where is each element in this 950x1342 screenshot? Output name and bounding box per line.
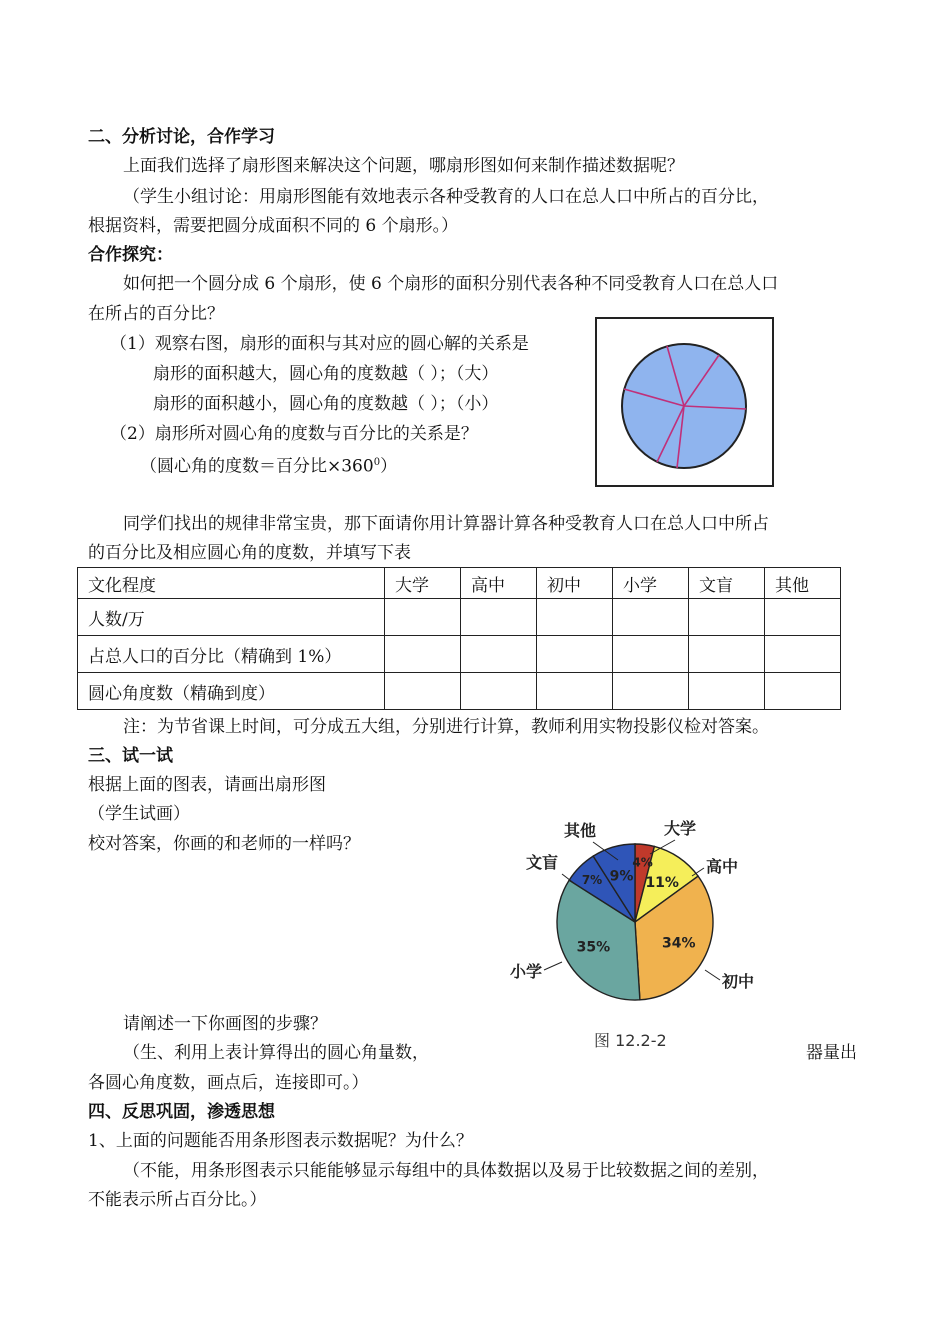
- table-cell[interactable]: [461, 599, 537, 636]
- table-row-label: 圆心角度数（精确到度）: [78, 673, 385, 710]
- table-header-row: [78, 568, 841, 599]
- paragraph: 各圆心角度数，画点后，连接即可。）: [88, 1073, 369, 1093]
- category-label: 文盲: [526, 853, 559, 872]
- table-cell[interactable]: [461, 673, 537, 710]
- table-row-label: 占总人口的百分比（精确到 1%）: [78, 636, 385, 673]
- paragraph: （生、利用上表计算得出的圆心角量数，: [123, 1043, 429, 1063]
- table-cell[interactable]: [613, 599, 689, 636]
- paragraph: 不能表示所占百分比。）: [88, 1190, 267, 1210]
- table-header-cell: 高中: [461, 568, 537, 599]
- paragraph: 在所占的百分比？: [88, 304, 224, 324]
- table-cell[interactable]: [537, 599, 613, 636]
- table-header-cell: 大学: [385, 568, 461, 599]
- circle-sector-svg: [597, 319, 772, 485]
- question-1: （1）观察右图，扇形的面积与其对应的圆心解的关系是: [110, 334, 529, 354]
- paragraph: 如何把一个圆分成 6 个扇形，使 6 个扇形的面积分别代表各种不同受教育人口在总人口: [123, 274, 779, 294]
- table-cell[interactable]: [385, 673, 461, 710]
- table-cell[interactable]: [537, 636, 613, 673]
- leader-line: [705, 970, 720, 980]
- paragraph: 的百分比及相应圆心角的度数，并填写下表: [88, 543, 411, 563]
- category-label: 大学: [664, 819, 697, 838]
- category-label: 小学: [510, 962, 543, 981]
- question-1-b: 扇形的面积越小，圆心角的度数越（ ）；（小）: [153, 394, 499, 414]
- paragraph: 根据资料，需要把圆分成面积不同的 6 个扇形。）: [88, 216, 459, 236]
- table-header-cell: 其他: [765, 568, 841, 599]
- chart-caption: 图 12.2-2: [594, 1031, 667, 1050]
- section-3-heading: 三、试一试: [88, 746, 173, 766]
- table-cell[interactable]: [689, 673, 765, 710]
- table-cell[interactable]: [765, 673, 841, 710]
- slice-percent-label: 7%: [581, 873, 603, 887]
- table-header-cell: 文盲: [689, 568, 765, 599]
- table-cell[interactable]: [689, 636, 765, 673]
- table-cell[interactable]: [461, 636, 537, 673]
- section-2-heading: 二、分析讨论，合作学习: [88, 127, 275, 147]
- table-row-label: 人数/万: [78, 599, 385, 636]
- paragraph: 同学们找出的规律非常宝贵，那下面请你用计算器计算各种受教育人口在总人口中所占: [123, 514, 769, 534]
- slice-percent-label: 11%: [645, 875, 679, 891]
- section-4-heading: 四、反思巩固，渗透思想: [88, 1102, 275, 1122]
- table-cell[interactable]: [765, 599, 841, 636]
- paragraph: 请阐述一下你画图的步骤？: [123, 1014, 327, 1034]
- paragraph: （学生小组讨论：用扇形图能有效地表示各种受教育的人口在总人口中所占的百分比，: [123, 187, 769, 207]
- table-header-cell: 文化程度: [78, 568, 385, 599]
- table-row: [78, 673, 841, 710]
- category-label: 初中: [722, 972, 755, 991]
- table-cell[interactable]: [385, 599, 461, 636]
- note: 注：为节省课上时间，可分成五大组，分别进行计算，教师利用实物投影仪检对答案。: [123, 717, 769, 737]
- table-header-cell: 小学: [613, 568, 689, 599]
- question-2: （2）扇形所对圆心角的度数与百分比的关系是？: [110, 424, 478, 444]
- table-header-cell: 初中: [537, 568, 613, 599]
- question-2-answer: （圆心角的度数＝百分比$\times 360^0$）: [140, 456, 398, 477]
- paragraph: 器量出: [806, 1043, 857, 1063]
- education-table: [77, 567, 841, 710]
- question-1-a: 扇形的面积越大，圆心角的度数越（ ）；（大）: [153, 364, 499, 384]
- category-label: 高中: [706, 857, 739, 876]
- table-cell[interactable]: [385, 636, 461, 673]
- slice-percent-label: 4%: [632, 855, 653, 870]
- paragraph: （不能，用条形图表示只能能够显示每组中的具体数据以及易于比较数据之间的差别，: [123, 1161, 769, 1181]
- table-row: [78, 636, 841, 673]
- paragraph: 校对答案，你画的和老师的一样吗？: [88, 834, 360, 854]
- slice-percent-label: 9%: [609, 868, 634, 885]
- table-cell[interactable]: [613, 673, 689, 710]
- table-row: [78, 599, 841, 636]
- slice-percent-label: 34%: [662, 935, 696, 952]
- paragraph: 上面我们选择了扇形图来解决这个问题，哪扇形图如何来制作描述数据呢？: [123, 156, 684, 176]
- sub-heading: 合作探究：: [88, 245, 173, 265]
- table-cell[interactable]: [689, 599, 765, 636]
- leader-line: [544, 962, 562, 970]
- paragraph: （学生试画）: [88, 804, 190, 824]
- circle-sector-figure: [595, 317, 774, 487]
- category-label: 其他: [564, 821, 597, 840]
- table-cell[interactable]: [537, 673, 613, 710]
- pie-chart: [500, 812, 780, 1057]
- paragraph: 根据上面的图表，请画出扇形图: [88, 775, 326, 795]
- table-cell[interactable]: [613, 636, 689, 673]
- slice-percent-label: 35%: [576, 939, 611, 956]
- paragraph: 1、上面的问题能否用条形图表示数据呢？为什么？: [88, 1131, 473, 1151]
- table-cell[interactable]: [765, 636, 841, 673]
